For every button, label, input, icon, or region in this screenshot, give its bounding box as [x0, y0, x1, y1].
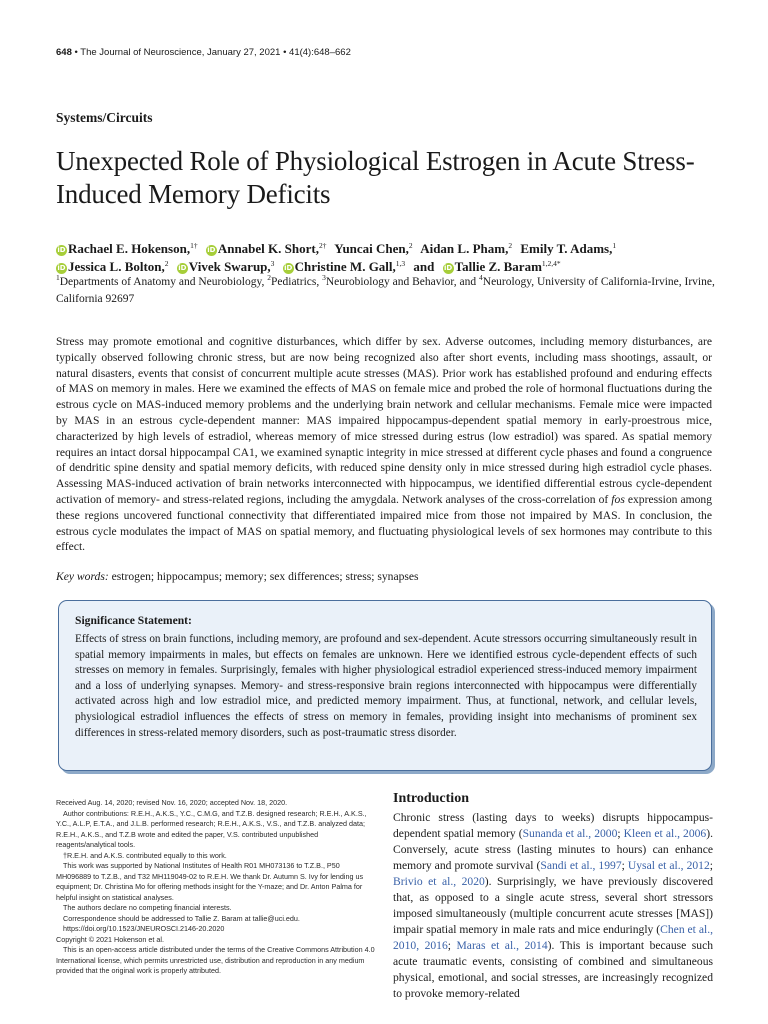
significance-statement-box — [58, 600, 712, 771]
author-name[interactable] — [56, 259, 169, 274]
author-contributions: Author contributions: R.E.H., A.K.S., Y.C., C.M.G, and T.Z.B. designed research; R.E.H., A.K.S., Y.C., A.L.P, E.T.A., and J.L.B. performed research; R.E.H., A.K.S., V.S., and T.Z.B. analyzed data; R.E.H., A.K.S., and T.Z.B wrote and edited the paper, V.S. contributed unpublished reagents/analytical tools. — [56, 808, 367, 849]
author-affiliation-marker: 3 — [270, 259, 275, 268]
affiliation-marker: 4 — [479, 273, 483, 282]
copyright: Copyright © 2021 Hokenson et al. — [56, 934, 164, 944]
author-name-text: Yuncai Chen, — [334, 241, 409, 256]
author-affiliation-marker: 2† — [318, 241, 327, 250]
author-name-text: Christine M. Gall, — [294, 259, 396, 274]
intro-text: ; — [709, 859, 714, 872]
page-number: 648 — [56, 47, 72, 58]
citation-link[interactable]: Sunanda et al., 2000 — [522, 827, 618, 840]
orcid-icon[interactable]: iD — [178, 264, 187, 272]
affiliation-text: Neurology, University of California-Irvine, Irvine, California 92697 — [56, 276, 715, 305]
author-name-text: and — [413, 259, 435, 274]
affiliation-text: Pediatrics, — [271, 276, 323, 288]
author-affiliation-marker: 2 — [408, 241, 413, 250]
affiliation-marker: 3 — [322, 273, 326, 282]
author-affiliation-marker: 1† — [190, 241, 198, 250]
orcid-icon[interactable]: iD — [284, 264, 293, 272]
author-list — [56, 240, 716, 276]
author-name — [420, 241, 512, 256]
author-affiliation-marker: 2 — [508, 241, 513, 250]
orcid-icon[interactable]: iD — [57, 246, 66, 254]
author-name[interactable] — [206, 241, 327, 256]
author-name-text: Aidan L. Pham, — [420, 241, 509, 256]
intro-text: ). Conversely, acute stress (lasting minutes to hours) can enhance memory and promote survival ( — [393, 827, 713, 872]
citation-link[interactable]: Chen et al., 2010, 2016 — [393, 923, 713, 952]
running-header — [56, 47, 351, 58]
abstract-text: expression among these regions uncovered functional connectivity that differentiated impaired mice from those not impaired by MAS. In conclusion, the estrous cycle modulates the impact of MAS on spatial memory, and fluctuating physiological levels of sex hormones may contribute to this effect. — [56, 492, 713, 554]
citation-link[interactable]: Uysal et al., 2012 — [627, 859, 710, 872]
funding-note: This work was supported by National Institutes of Health R01 MH073136 to T.Z.B., P50 MH096889 to T.Z.B., and T32 MH119049-02 to R.E.H. We thank Dr. Autumn S. Ivy for lending us equipment; Dr. Christina Mo for offering methods insight for the Y-maze; and Dr. Anton Palma for helpful insight on statistical analyses. — [56, 861, 364, 902]
correspondence: Correspondence should be addressed to Tallie Z. Baram at tallie@uci.edu. — [63, 913, 300, 923]
orcid-icon[interactable]: iD — [444, 264, 453, 272]
significance-title: Significance Statement: — [75, 614, 192, 627]
author-name-text: Tallie Z. Baram — [454, 259, 542, 274]
author-name-text: Vivek Swarup, — [188, 259, 271, 274]
introduction-body — [393, 810, 713, 1002]
equal-contribution-note: †R.E.H. and A.K.S. contributed equally to this work. — [63, 850, 227, 860]
author-affiliation-marker: 1,2,4* — [541, 259, 561, 268]
received-dates: Received Aug. 14, 2020; revised Nov. 16, 2020; accepted Nov. 18, 2020. — [56, 798, 288, 807]
affiliation-text: Departments of Anatomy and Neurobiology, — [59, 276, 268, 288]
author-name[interactable] — [177, 259, 275, 274]
significance-body: Effects of stress on brain functions, including memory, are profound and sex-dependent. Acute stressors occurring simultaneously result in spatial memory impairments in males, but effects on females are unknown. Here we identified estrous cycle-dependent effects of such stresses on memory in females. Surprisingly, females with higher physiological estradiol experienced stress-induced memory impairment and a loss of underlying synapses. Memory- and stress-responsive brain regions interconnected with hippocampus were differentially activated across high and low estradiol mice, and predicted memory impairment. Thus, at functional, network, and cellular levels, physiological estradiol influences the effects of stress on memory in females, providing insight into mechanisms of prominent sex differences in stress-related memory disorders, such as post-traumatic stress disorder. — [75, 633, 697, 739]
article-footnotes — [56, 798, 376, 977]
affiliation-text: Neurobiology and Behavior, and — [325, 276, 480, 288]
orcid-icon[interactable]: iD — [207, 246, 216, 254]
introduction-heading: Introduction — [393, 791, 469, 806]
author-name — [520, 241, 616, 256]
author-conjunction — [413, 259, 434, 274]
author-name[interactable] — [283, 259, 405, 274]
intro-text: ; — [617, 827, 624, 840]
orcid-icon[interactable]: iD — [57, 264, 66, 272]
author-name[interactable] — [56, 241, 198, 256]
affiliations — [56, 274, 716, 308]
intro-text: ). Surprisingly, we have previously discovered that, as opposed to a single acute stress, several short stressors imposed simultaneously (multiple concurrent acute stresses [MAS]) impair spatial memory in male rats and mice enduringly ( — [393, 875, 714, 936]
abstract-text: Stress may promote emotional and cognitive disturbances, which differ by sex. Adverse outcomes, including memory disturbances, are typically observed following chronic stress, but are now being recognized also after short events, including mass shootings, assault, or natural disasters, events that consist of concurrent multiple acute stresses (MAS). Prior work has established profound and enduring effects of MAS on memory in males. Here we examined the effects of MAS on female mice and probed the role of hormonal fluctuations during the estrous cycle on MAS-induced memory problems and the underlying brain network and cellular mechanisms. Female mice were impacted by MAS in an estrous cycle-dependent manner: MAS impaired hippocampus-dependent spatial memory in early-proestrous mice, characterized by high levels of estradiol, whereas memory of mice stressed during estrus (low estradiol) was spared. As spatial memory requires an intact dorsal hippocampal CA1, we examined synaptic integrity in mice stressed at different cycle phases and found a congruence of dendritic spine density and spatial memory deficits, with reduced spine density only in mice stressed during high estradiol cycle phases. Assessing MAS-induced activation of brain networks interconnected with hippocampus, we identified differential estrous cycle-dependent activation of memory- and stress-related regions, including the amygdala. Network analyses of the cross-correlation of — [56, 335, 712, 506]
citation-link[interactable]: Sandi et al., 1997 — [540, 859, 622, 872]
competing-interests: The authors declare no competing financial interests. — [63, 903, 232, 912]
intro-text: Chronic stress (lasting days to weeks) disrupts hippocampus-dependent spatial memory ( — [393, 811, 713, 840]
intro-text: ; — [621, 859, 628, 872]
abstract — [56, 334, 712, 555]
author-name-text: Emily T. Adams, — [520, 241, 613, 256]
affiliation-marker: 2 — [267, 273, 271, 282]
article-title: Unexpected Role of Physiological Estrogen in Acute Stress-Induced Memory Deficits — [56, 146, 695, 209]
affiliation-marker: 1 — [56, 273, 60, 282]
keywords-list: estrogen; hippocampus; memory; sex differences; stress; synapses — [108, 570, 419, 583]
author-name-text: Annabel K. Short, — [217, 241, 319, 256]
section-label: Systems/Circuits — [56, 110, 153, 125]
author-affiliation-marker: 1 — [612, 241, 617, 250]
author-name[interactable] — [443, 259, 561, 274]
author-name-text: Rachael E. Hokenson, — [68, 241, 191, 256]
citation-link[interactable]: Maras et al., 2014 — [456, 939, 548, 952]
keywords-label: Key words: — [56, 570, 109, 583]
citation-link[interactable]: Brivio et al., 2020 — [393, 875, 485, 888]
doi-link[interactable]: https://doi.org/10.1523/JNEUROSCI.2146-20.2020 — [63, 924, 225, 933]
author-name-text: Jessica L. Bolton, — [68, 259, 165, 274]
abstract-gene-name: fos — [611, 492, 625, 506]
citation-link[interactable]: Kleen et al., 2006 — [623, 827, 707, 840]
license-note: This is an open-access article distributed under the terms of the Creative Commons Attribution 4.0 International license, which permits unrestricted use, distribution and reproduction in any medium provided that the original work is properly attributed. — [56, 945, 375, 975]
keywords — [56, 570, 419, 583]
intro-text: ). This is important because such acute traumatic events, consisting of combined and simultaneous physical, emotional, and social stresses, are increasingly recognized to provoke memory-related — [393, 939, 714, 1000]
intro-text: ; — [447, 939, 457, 952]
author-affiliation-marker: 2 — [164, 259, 169, 268]
journal-citation: • The Journal of Neuroscience, January 27, 2021 • 41(4):648–662 — [71, 47, 351, 58]
author-name — [334, 241, 412, 256]
author-affiliation-marker: 1,3 — [395, 259, 406, 268]
